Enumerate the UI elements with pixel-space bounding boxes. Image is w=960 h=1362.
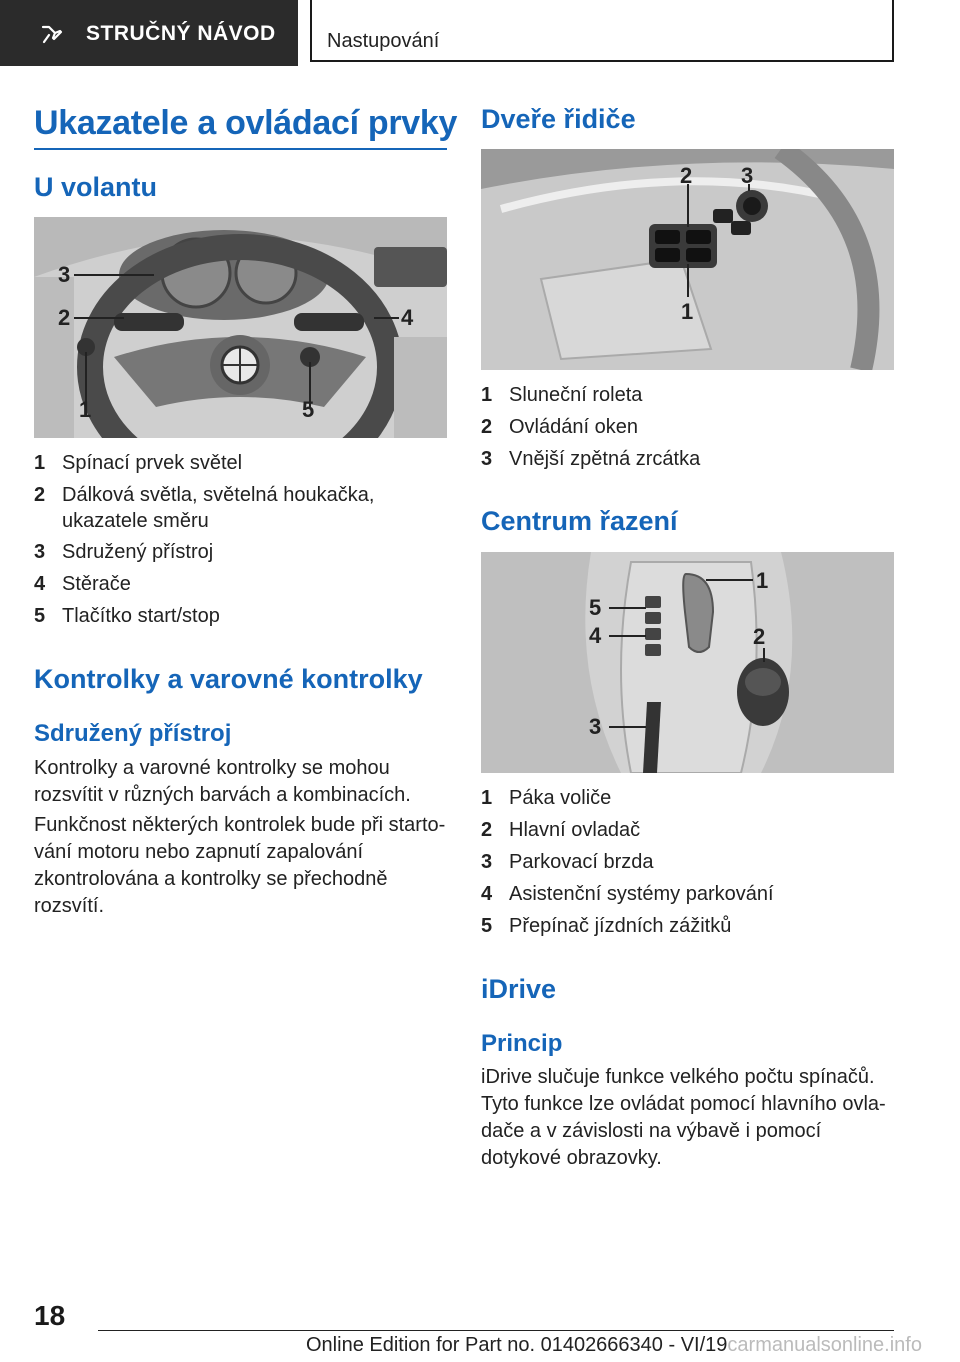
idrive-subheading: Princip (481, 1030, 563, 1057)
callout-3: 3 (58, 262, 71, 287)
steering-heading: U volantu (34, 172, 158, 202)
callout-4: 4 (589, 623, 602, 648)
callout-1: 1 (756, 568, 769, 593)
callout-2: 2 (680, 163, 693, 188)
section-label: STRUČNÝ NÁVOD (86, 22, 276, 45)
page-number: 18 (34, 1300, 66, 1331)
chapter-tab[interactable] (310, 0, 894, 62)
footer-rule (98, 1330, 894, 1331)
callout-4: 4 (401, 305, 414, 330)
watermark: carmanualsonline.info (727, 1334, 922, 1356)
callout-1: 1 (79, 397, 92, 422)
console-figure (481, 552, 894, 773)
chapter-label: Nastupování (327, 30, 440, 52)
pin-icon (40, 22, 64, 46)
idrive-heading: iDrive (481, 974, 557, 1004)
callout-5: 5 (302, 397, 315, 422)
console-heading: Centrum řazení (481, 506, 678, 536)
lights-heading: Kontrolky a varovné kontrolky (34, 664, 423, 694)
door-figure (481, 149, 894, 370)
lights-para-1: Kontrolky a varovné kontrolky se mohou rozsvítit v různých barvách a kombinacích. (34, 757, 411, 806)
footer-edition: Online Edition for Part no. 01402666340 - VI/19carmanualsonline.info (306, 1334, 922, 1356)
callout-2: 2 (58, 305, 71, 330)
door-heading: Dveře řidiče (481, 104, 636, 134)
callout-3: 3 (741, 163, 754, 188)
steering-figure (34, 217, 447, 438)
lights-subheading: Sdružený přístroj (34, 720, 232, 747)
section-tab[interactable] (0, 0, 298, 66)
title-rule (34, 148, 447, 150)
lights-para-2: Funkčnost některých kontrolek bude při startování motoru nebo zapnutí zapalování zkontrolována a kontrolky se přechodně rozsvítí. (34, 814, 446, 917)
callout-3: 3 (589, 714, 602, 739)
callout-1: 1 (681, 299, 694, 324)
idrive-para: iDrive slučuje funkce velkého počtu spínačů. Tyto funkce lze ovládat pomocí hlavního ovladače a v závislosti na výbavě i pomocí dotykové obrazovky. (481, 1066, 886, 1169)
callout-2: 2 (753, 624, 766, 649)
callout-5: 5 (589, 595, 602, 620)
page-title: Ukazatele a ovládací prvky (34, 104, 458, 142)
